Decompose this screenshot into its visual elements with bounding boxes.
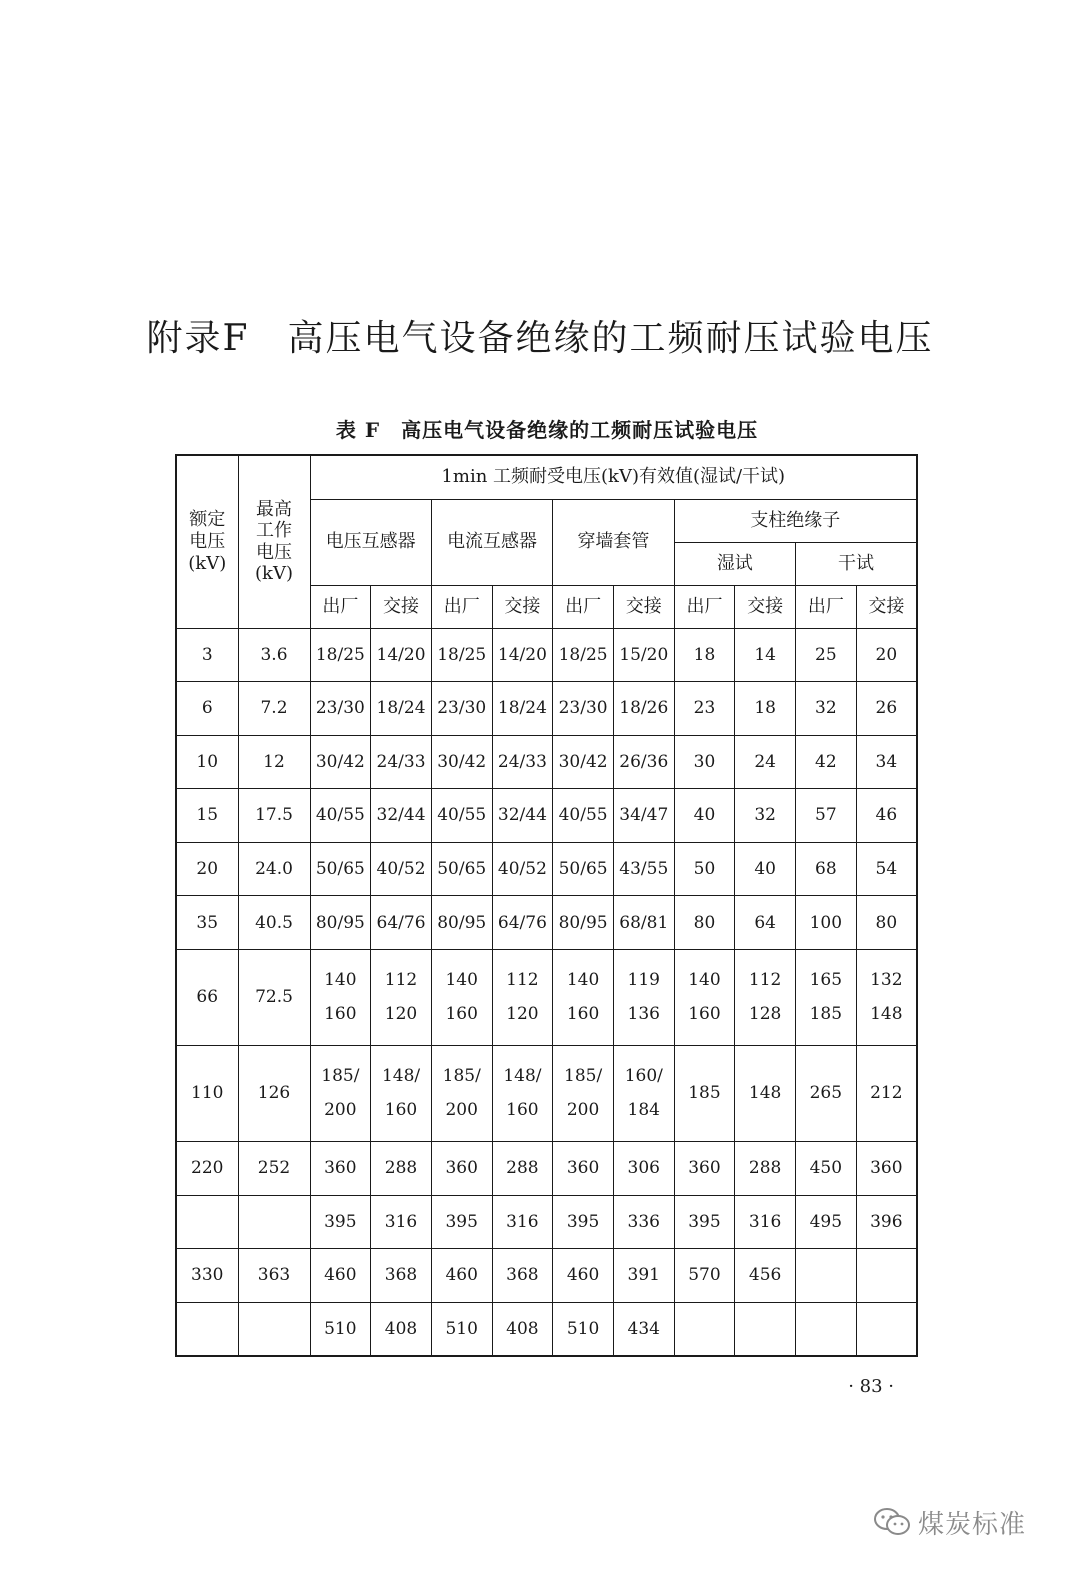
voltage-table: [175, 454, 918, 1357]
cell-rated-voltage: [176, 1302, 238, 1356]
cell-line: 112: [384, 970, 418, 991]
cell-test-voltage: 40/52: [492, 842, 553, 896]
cell-test-voltage: 50/65: [310, 842, 371, 896]
header-handover: 交接: [856, 585, 917, 628]
cell-test-voltage: [796, 1302, 857, 1356]
cell-test-voltage: 40/55: [553, 789, 614, 843]
cell-test-voltage: 18/25: [431, 628, 492, 682]
cell-test-voltage: 510: [431, 1302, 492, 1356]
cell-test-voltage: 450: [796, 1142, 857, 1196]
cell-rated-voltage: 10: [176, 735, 238, 789]
cell-line: 160: [506, 1099, 539, 1120]
cell-test-voltage: 510: [553, 1302, 614, 1356]
cell-test-voltage: 408: [371, 1302, 432, 1356]
cell-test-voltage: 18/26: [613, 682, 674, 736]
cell-test-voltage: [431, 1046, 492, 1142]
cell-test-voltage: 460: [431, 1249, 492, 1303]
header-dry: 干试: [796, 542, 918, 585]
header-group-bushing: 穿墙套管: [553, 499, 674, 585]
cell-max-voltage: 363: [238, 1249, 310, 1303]
table-body: [176, 628, 917, 1356]
cell-test-voltage: 391: [613, 1249, 674, 1303]
cell-test-voltage: 14/20: [371, 628, 432, 682]
cell-test-voltage: 26: [856, 682, 917, 736]
cell-test-voltage: 30: [674, 735, 735, 789]
cell-test-voltage: 185: [674, 1046, 735, 1142]
cell-test-voltage: 395: [674, 1195, 735, 1249]
header-group-vt: 电压互感器: [310, 499, 431, 585]
cell-max-voltage: 24.0: [238, 842, 310, 896]
cell-line: 119: [627, 970, 660, 991]
cell-test-voltage: 434: [613, 1302, 674, 1356]
cell-test-voltage: 50/65: [553, 842, 614, 896]
cell-line: 120: [506, 1003, 539, 1024]
cell-test-voltage: 80: [856, 896, 917, 950]
cell-test-voltage: 64/76: [371, 896, 432, 950]
cell-test-voltage: 460: [553, 1249, 614, 1303]
cell-test-voltage: 32/44: [492, 789, 553, 843]
header-factory: 出厂: [796, 585, 857, 628]
cell-test-voltage: 336: [613, 1195, 674, 1249]
cell-test-voltage: 148: [735, 1046, 796, 1142]
cell-test-voltage: 360: [674, 1142, 735, 1196]
cell-rated-voltage: 35: [176, 896, 238, 950]
cell-line: 128: [748, 1003, 782, 1024]
cell-line: 140: [566, 970, 600, 991]
cell-line: 140: [445, 970, 478, 991]
cell-test-voltage: 23: [674, 682, 735, 736]
cell-line: 112: [748, 970, 782, 991]
cell-test-voltage: 25: [796, 628, 857, 682]
header-handover: 交接: [735, 585, 796, 628]
cell-line: 160: [324, 1003, 357, 1024]
cell-test-voltage: 495: [796, 1195, 857, 1249]
header-handover: 交接: [613, 585, 674, 628]
cell-test-voltage: 18: [735, 682, 796, 736]
cell-rated-voltage: [176, 1195, 238, 1249]
cell-line: 185: [809, 1003, 843, 1024]
cell-rated-voltage: 6: [176, 682, 238, 736]
cell-line: 160: [566, 1003, 600, 1024]
cell-test-voltage: [674, 1302, 735, 1356]
cell-test-voltage: 395: [310, 1195, 371, 1249]
cell-line: 200: [445, 1099, 478, 1120]
cell-test-voltage: 68/81: [613, 896, 674, 950]
table-caption: 表 F 高压电气设备绝缘的工频耐压试验电压: [335, 418, 759, 442]
cell-test-voltage: 316: [735, 1195, 796, 1249]
cell-rated-voltage: 66: [176, 950, 238, 1046]
cell-test-voltage: 395: [431, 1195, 492, 1249]
cell-test-voltage: 360: [856, 1142, 917, 1196]
cell-test-voltage: [856, 1302, 917, 1356]
cell-line: 160: [688, 1003, 721, 1024]
cell-test-voltage: 100: [796, 896, 857, 950]
cell-test-voltage: 23/30: [553, 682, 614, 736]
table-row: [176, 1302, 917, 1356]
cell-line: 184: [627, 1099, 660, 1120]
cell-line: 160/: [624, 1066, 663, 1087]
header-group-insulator: 支柱绝缘子: [674, 499, 917, 542]
cell-line: 120: [384, 1003, 418, 1024]
cell-test-voltage: 368: [492, 1249, 553, 1303]
cell-test-voltage: 14/20: [492, 628, 553, 682]
cell-test-voltage: 570: [674, 1249, 735, 1303]
cell-test-voltage: 40/55: [310, 789, 371, 843]
cell-test-voltage: 20: [856, 628, 917, 682]
table-row: [176, 789, 917, 843]
cell-test-voltage: 408: [492, 1302, 553, 1356]
cell-test-voltage: 30/42: [310, 735, 371, 789]
cell-line: 148/: [503, 1066, 542, 1087]
cell-line: 148/: [381, 1066, 421, 1087]
header-wet: 湿试: [674, 542, 795, 585]
cell-test-voltage: 40: [674, 789, 735, 843]
cell-test-voltage: 34/47: [613, 789, 674, 843]
cell-test-voltage: 288: [735, 1142, 796, 1196]
cell-rated-voltage: 3: [176, 628, 238, 682]
cell-test-voltage: 18/24: [492, 682, 553, 736]
cell-test-voltage: 306: [613, 1142, 674, 1196]
wechat-icon: [872, 1506, 912, 1538]
cell-test-voltage: 18: [674, 628, 735, 682]
cell-test-voltage: 54: [856, 842, 917, 896]
cell-rated-voltage: 220: [176, 1142, 238, 1196]
cell-test-voltage: 288: [371, 1142, 432, 1196]
cell-test-voltage: 510: [310, 1302, 371, 1356]
header-handover: 交接: [492, 585, 553, 628]
table-row: [176, 1046, 917, 1142]
cell-test-voltage: 80: [674, 896, 735, 950]
cell-max-voltage: [238, 1195, 310, 1249]
cell-test-voltage: 64/76: [492, 896, 553, 950]
cell-test-voltage: 40/55: [431, 789, 492, 843]
cell-test-voltage: 50: [674, 842, 735, 896]
header-factory: 出厂: [310, 585, 371, 628]
header-factory: 出厂: [674, 585, 735, 628]
cell-line: 136: [627, 1003, 660, 1024]
cell-test-voltage: 43/55: [613, 842, 674, 896]
cell-test-voltage: [856, 950, 917, 1046]
cell-test-voltage: 68: [796, 842, 857, 896]
cell-test-voltage: 212: [856, 1046, 917, 1142]
cell-test-voltage: 316: [371, 1195, 432, 1249]
cell-max-voltage: 17.5: [238, 789, 310, 843]
cell-test-voltage: [856, 1249, 917, 1303]
table-row: [176, 1249, 917, 1303]
cell-test-voltage: 360: [431, 1142, 492, 1196]
cell-test-voltage: 24: [735, 735, 796, 789]
cell-line: 185/: [321, 1066, 360, 1087]
cell-test-voltage: [674, 950, 735, 1046]
cell-test-voltage: 32: [735, 789, 796, 843]
cell-line: 200: [566, 1099, 600, 1120]
cell-test-voltage: [492, 1046, 553, 1142]
page-number: · 83 ·: [848, 1376, 894, 1397]
cell-test-voltage: [310, 1046, 371, 1142]
cell-test-voltage: 18/24: [371, 682, 432, 736]
cell-test-voltage: [431, 950, 492, 1046]
cell-rated-voltage: 20: [176, 842, 238, 896]
cell-line: 165: [809, 970, 843, 991]
cell-test-voltage: 396: [856, 1195, 917, 1249]
cell-test-voltage: 288: [492, 1142, 553, 1196]
cell-test-voltage: 24/33: [492, 735, 553, 789]
cell-test-voltage: [371, 1046, 432, 1142]
cell-max-voltage: 3.6: [238, 628, 310, 682]
table-row: [176, 1195, 917, 1249]
cell-test-voltage: 360: [310, 1142, 371, 1196]
cell-line: 160: [445, 1003, 478, 1024]
cell-test-voltage: 368: [371, 1249, 432, 1303]
cell-test-voltage: 265: [796, 1046, 857, 1142]
cell-test-voltage: 26/36: [613, 735, 674, 789]
cell-max-voltage: 7.2: [238, 682, 310, 736]
cell-test-voltage: 18/25: [553, 628, 614, 682]
header-rated-voltage: 额定 电压 (kV): [176, 455, 238, 628]
cell-line: 200: [324, 1099, 357, 1120]
table-row: [176, 628, 917, 682]
cell-test-voltage: 40: [735, 842, 796, 896]
cell-test-voltage: [735, 950, 796, 1046]
cell-line: 185/: [564, 1066, 603, 1087]
cell-max-voltage: 72.5: [238, 950, 310, 1046]
cell-test-voltage: 80/95: [431, 896, 492, 950]
header-factory: 出厂: [431, 585, 492, 628]
cell-test-voltage: 316: [492, 1195, 553, 1249]
cell-test-voltage: [796, 1249, 857, 1303]
cell-test-voltage: 40/52: [371, 842, 432, 896]
cell-test-voltage: [613, 1046, 674, 1142]
cell-test-voltage: 30/42: [431, 735, 492, 789]
table-row: [176, 735, 917, 789]
cell-test-voltage: 395: [553, 1195, 614, 1249]
cell-test-voltage: 80/95: [553, 896, 614, 950]
cell-test-voltage: 456: [735, 1249, 796, 1303]
cell-test-voltage: 80/95: [310, 896, 371, 950]
cell-test-voltage: 57: [796, 789, 857, 843]
header-group-ct: 电流互感器: [431, 499, 552, 585]
cell-line: 148: [870, 1003, 903, 1024]
cell-max-voltage: 126: [238, 1046, 310, 1142]
cell-test-voltage: 46: [856, 789, 917, 843]
cell-max-voltage: [238, 1302, 310, 1356]
cell-test-voltage: 15/20: [613, 628, 674, 682]
cell-test-voltage: 30/42: [553, 735, 614, 789]
header-max-voltage: 最高 工作 电压 (kV): [238, 455, 310, 628]
table-row: [176, 842, 917, 896]
cell-line: 160: [384, 1099, 418, 1120]
cell-test-voltage: 34: [856, 735, 917, 789]
cell-test-voltage: 23/30: [310, 682, 371, 736]
cell-test-voltage: 32/44: [371, 789, 432, 843]
cell-test-voltage: [553, 950, 614, 1046]
cell-test-voltage: 23/30: [431, 682, 492, 736]
cell-max-voltage: 40.5: [238, 896, 310, 950]
cell-test-voltage: 18/25: [310, 628, 371, 682]
cell-test-voltage: 24/33: [371, 735, 432, 789]
cell-max-voltage: 12: [238, 735, 310, 789]
table-row: [176, 896, 917, 950]
cell-test-voltage: [796, 950, 857, 1046]
table-row: [176, 682, 917, 736]
cell-rated-voltage: 110: [176, 1046, 238, 1142]
page-title: 附录F 高压电气设备绝缘的工频耐压试验电压: [146, 318, 934, 360]
cell-test-voltage: [613, 950, 674, 1046]
cell-line: 112: [506, 970, 539, 991]
cell-rated-voltage: 15: [176, 789, 238, 843]
header-handover: 交接: [371, 585, 432, 628]
watermark: [872, 1502, 1026, 1542]
header-span-title: 1min 工频耐受电压(kV)有效值(湿试/干试): [310, 455, 917, 499]
cell-test-voltage: 360: [553, 1142, 614, 1196]
header-factory: 出厂: [553, 585, 614, 628]
cell-test-voltage: [735, 1302, 796, 1356]
cell-test-voltage: [310, 950, 371, 1046]
cell-test-voltage: 14: [735, 628, 796, 682]
cell-max-voltage: 252: [238, 1142, 310, 1196]
cell-test-voltage: 32: [796, 682, 857, 736]
cell-test-voltage: [492, 950, 553, 1046]
cell-line: 140: [324, 970, 357, 991]
cell-test-voltage: [553, 1046, 614, 1142]
table-row: [176, 950, 917, 1046]
cell-line: 140: [688, 970, 721, 991]
cell-line: 132: [870, 970, 903, 991]
cell-test-voltage: [371, 950, 432, 1046]
cell-rated-voltage: 330: [176, 1249, 238, 1303]
table-row: [176, 1142, 917, 1196]
cell-test-voltage: 460: [310, 1249, 371, 1303]
watermark-text: 煤炭标准: [918, 1509, 1027, 1540]
cell-test-voltage: 64: [735, 896, 796, 950]
cell-test-voltage: 50/65: [431, 842, 492, 896]
cell-test-voltage: 42: [796, 735, 857, 789]
cell-line: 185/: [442, 1066, 481, 1087]
